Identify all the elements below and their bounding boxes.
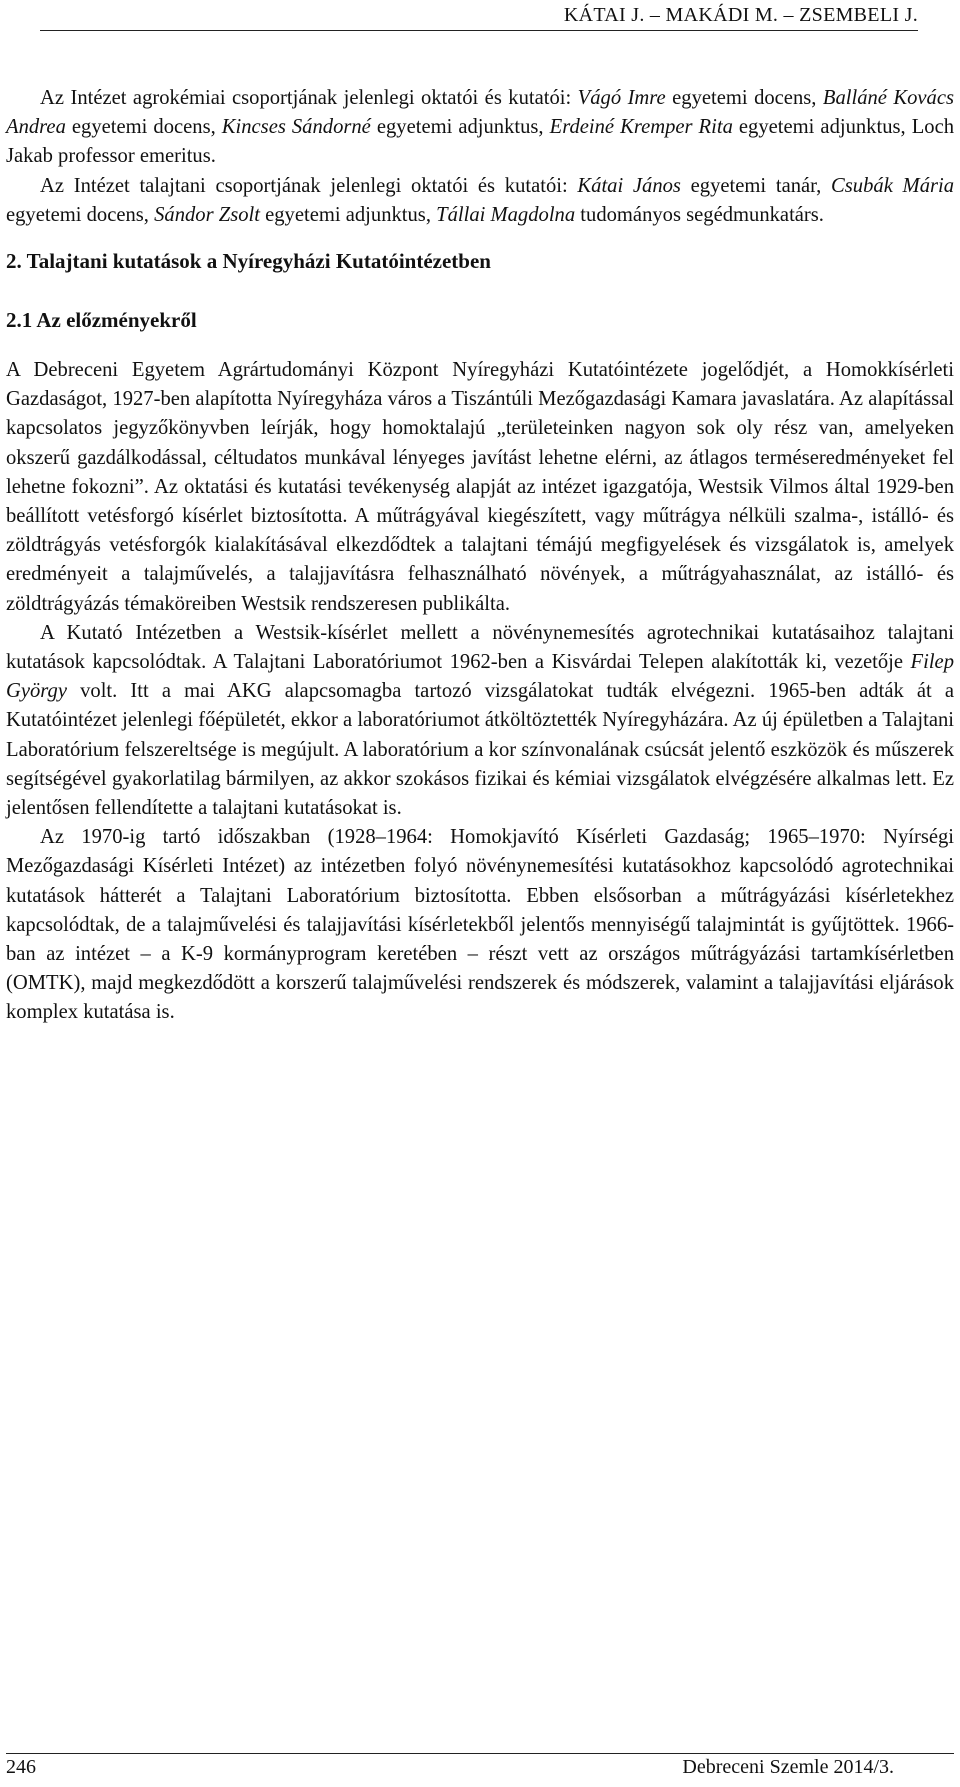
person-name: Balláné Kovács Andrea xyxy=(6,87,955,139)
running-head: KÁTAI J. – MAKÁDI M. – ZSEMBELI J. xyxy=(40,4,918,31)
page-footer xyxy=(6,1756,954,1779)
journal-title: Debreceni Szemle 2014/3. xyxy=(682,1756,894,1778)
person-name: Tállai Magdolna xyxy=(436,203,576,226)
person-name: Kincses Sándorné xyxy=(221,116,371,139)
paragraph-1970-period: Az 1970-ig tartó időszakban (1928–1964: Homokjavító Kísérleti Gazdaság; 1965–1970: Nyírségi Mezőgazdasági Kísérleti Intézet) az intézetben folyó növénynemesítési kutatásokhoz kapcsolódó agrotechnikai kutatások hátterét a Talajtani Laboratórium biztosította. Ebben elsősorban a műtrágyázási kísérletekhez kapcsolódtak, de a talajművelési és talajjavítási kísérletekből jelentős mennyiségű talajmintát is gyűjtöttek. 1966-ban az intézet – a K-9 kormányprogram keretében – részt vett az országos műtrágyázási tartamkísérletben (OMTK), majd megkezdődött a korszerű talajművelési rendszerek és módszerek, valamint a talajjavítási eljárások komplex kutatása is. xyxy=(6,826,954,1024)
person-name: Filep György xyxy=(6,651,954,703)
person-name: Vágó Imre xyxy=(577,87,666,109)
paragraph-history: A Debreceni Egyetem Agrártudományi Központ Nyíregyházi Kutatóintézete jogelődjét, a Homokkísérleti Gazdaságot, 1927-ben alapította Nyíregyháza város a Tiszántúli Mezőgazdasági Kamara javaslatára. Az alapítással kapcsolatos jegyzőkönyvben leírják, hogy homoktalajú „területeinken nagyon sok oly rész van, amelyeken okszerű gazdálkodással, céltudatos munkával lényeges javítást lehetne elérni, az átlagos terméseredményeket fel lehetne fokozni”. Az oktatási és kutatási tevékenység alapját az intézet igazgatója, Westsik Vilmos által 1929-ben beállított vetésforgó kísérlet biztosította. A műtrágyával kiegészített, vagy műtrágya nélküli szalma-, istálló- és zöldtrágyás vetésforgók kialakításával elkezdődtek a talajtani témájú megfigyelések és vizsgálatok is, amelyek eredményeit a talajművelés, a talajjavításra felhasználható növények, a műtrágyahasználat, az istálló- és zöldtrágyázás témaköreiben Westsik rendszeresen publikálta. xyxy=(6,359,954,615)
paragraph-soil-science-staff: Az Intézet talajtani csoportjának jelenlegi oktatói és kutatói: Kátai János egyetemi tanár, Csubák Mária egyetemi docens, Sándor Zsolt egyetemi adjunktus, Tállai Magdolna tudományos segédmunkatárs. xyxy=(6,174,955,226)
person-name: Sándor Zsolt xyxy=(154,203,260,226)
person-name: Erdeiné Kremper Rita xyxy=(549,116,733,139)
paragraph-laboratory: A Kutató Intézetben a Westsik-kísérlet mellett a növénynemesítés agrotechnikai kutatásaihoz talajtani kutatások kapcsolódtak. A Talajtani Laboratóriumot 1962-ben a Kisvárdai Telepen alakították ki, vezetője Filep György volt. Itt a mai AKG alapcsomagba tartozó vizsgálatokat tudták elvégezni. 1965-ben adták át a Kutatóintézet jelenlegi főépületét, ekkor a laboratóriumot átköltöztették Nyíregyházára. Az új épületben a Talajtani Laboratórium felszereltsége is megújult. A laboratórium a kor színvonalának csúcsát jelentő eszközök és műszerek segítségével gyakorlatilag bármilyen, az akkor szokásos fizikai és kémiai vizsgálatok elvégzésére alkalmas lett. Ez jelentősen fellendítette a talajtani kutatásokat is. xyxy=(6,621,954,820)
paragraph-agrochemistry-staff: Az Intézet agrokémiai csoportjának jelenlegi oktatói és kutatói: Vágó Imre egyetemi docens, Balláné Kovács Andrea egyetemi docens, Kincses Sándorné egyetemi adjunktus, Erdeiné Kremper Rita egyetemi adjunktus, Loch Jakab professor emeritus. xyxy=(6,87,955,168)
footer-rule xyxy=(6,1753,954,1754)
person-name: Kátai János xyxy=(577,174,681,197)
subsection-heading: 2.1 Az előzményekről xyxy=(6,308,197,333)
section-heading: 2. Talajtani kutatások a Nyíregyházi Kutatóintézetben xyxy=(6,249,491,274)
page-body xyxy=(6,84,954,1028)
page-number: 246 xyxy=(6,1756,36,1778)
person-name: Csubák Mária xyxy=(831,174,955,197)
